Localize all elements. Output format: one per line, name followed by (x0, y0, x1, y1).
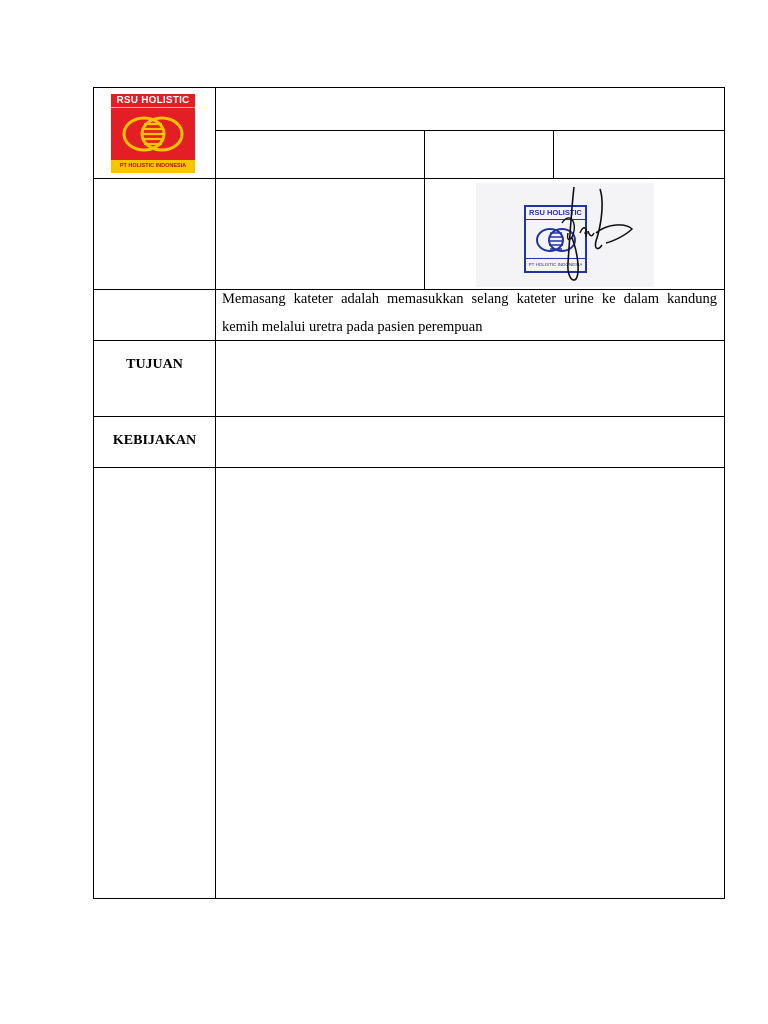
logo-top-text: RSU HOLISTIC (116, 95, 190, 106)
kebijakan-row-divider (93, 467, 725, 468)
logo-bottom-text: PT HOLISTIC INDONESIA (111, 160, 195, 173)
doc-number-divider (424, 130, 425, 178)
table-border-left (93, 87, 94, 899)
table-border-top (93, 87, 725, 88)
kebijakan-label: KEBIJAKAN (112, 433, 197, 448)
title-row-divider (215, 130, 725, 131)
revision-divider (553, 130, 554, 178)
logo-emblem (111, 108, 195, 160)
hospital-logo (111, 94, 195, 173)
signature-icon (476, 183, 654, 287)
approval-stamp-signature (476, 183, 654, 287)
tujuan-row-divider (93, 416, 725, 417)
stamp-bottom-text: PT HOLISTIC INDONESIA (526, 258, 585, 271)
definition-text: Memasang kateter adalah memasukkan selang kateter urine ke dalam kandung kemih melalui uretra pada pasien perempuan (222, 291, 717, 335)
stamp-top-text: RSU HOLISTIC (526, 207, 585, 220)
stamp-divider (424, 178, 425, 289)
table-border-right (724, 87, 725, 899)
tujuan-label: TUJUAN (126, 357, 183, 372)
table-border-bottom (93, 898, 725, 899)
header-row-divider (93, 178, 725, 179)
label-column-divider (215, 87, 216, 899)
